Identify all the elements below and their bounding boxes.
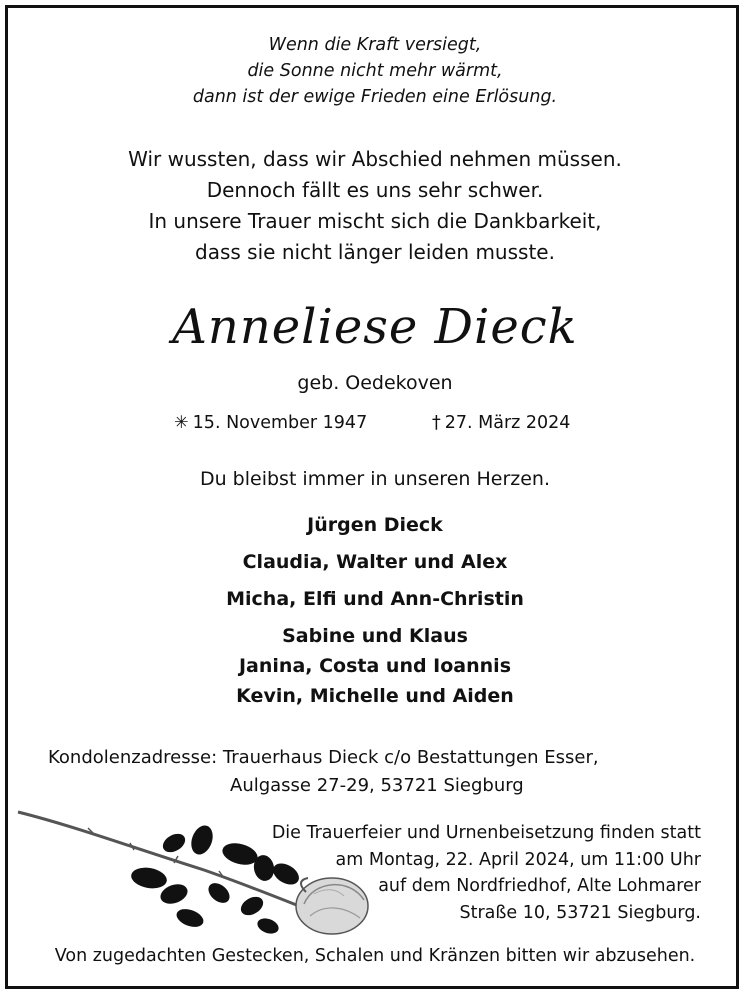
birth-star-icon: ✳ — [174, 413, 189, 433]
family-member: Sabine und Klaus — [282, 625, 468, 647]
family-member: Kevin, Michelle und Aiden — [236, 685, 514, 707]
family-member: Claudia, Walter und Alex — [242, 551, 508, 573]
intro-line: Wir wussten, dass wir Abschied nehmen müssen. — [128, 147, 622, 171]
intro-line: In unsere Trauer mischt sich die Dankbarkeit, — [148, 209, 602, 233]
intro-line: Dennoch fällt es uns sehr schwer. — [206, 178, 544, 202]
death-date-group — [432, 413, 570, 433]
poem-line: dann ist der ewige Frieden eine Erlösung. — [192, 87, 558, 107]
deceased-name: Anneliese Dieck — [172, 299, 578, 355]
poem-line: Wenn die Kraft versiegt, — [268, 35, 482, 55]
family-member: Micha, Elfi und Ann-Christin — [226, 588, 524, 610]
address-line: Aulgasse 27-29, 53721 Siegburg — [230, 775, 524, 796]
service-line: Straße 10, 53721 Siegburg. — [459, 902, 701, 923]
footer-note: Von zugedachten Gestecken, Schalen und Kränzen bitten wir abzusehen. — [54, 946, 696, 966]
born-name: geb. Oedekoven — [297, 372, 453, 394]
family-member: Janina, Costa und Ioannis — [238, 655, 512, 677]
family-list — [0, 510, 750, 711]
intro-text — [0, 144, 750, 268]
dagger-icon: † — [432, 413, 441, 433]
funeral-service-info — [241, 820, 701, 926]
service-line: am Montag, 22. April 2024, um 11:00 Uhr — [335, 849, 701, 870]
service-line: Die Trauerfeier und Urnenbeisetzung finden statt — [271, 823, 701, 843]
address-line: Kondolenzadresse: Trauerhaus Dieck c/o Bestattungen Esser, — [48, 747, 599, 768]
motto: Du bleibst immer in unseren Herzen. — [199, 468, 551, 490]
death-date: 27. März 2024 — [444, 413, 571, 433]
birth-date: 15. November 1947 — [192, 413, 368, 433]
service-line: auf dem Nordfriedhof, Alte Lohmarer — [378, 876, 701, 896]
poem-line: die Sonne nicht mehr wärmt, — [247, 61, 503, 81]
intro-line: dass sie nicht länger leiden musste. — [195, 240, 555, 264]
family-member: Jürgen Dieck — [307, 514, 443, 536]
birth-date-group — [174, 413, 367, 433]
poem — [0, 32, 750, 110]
